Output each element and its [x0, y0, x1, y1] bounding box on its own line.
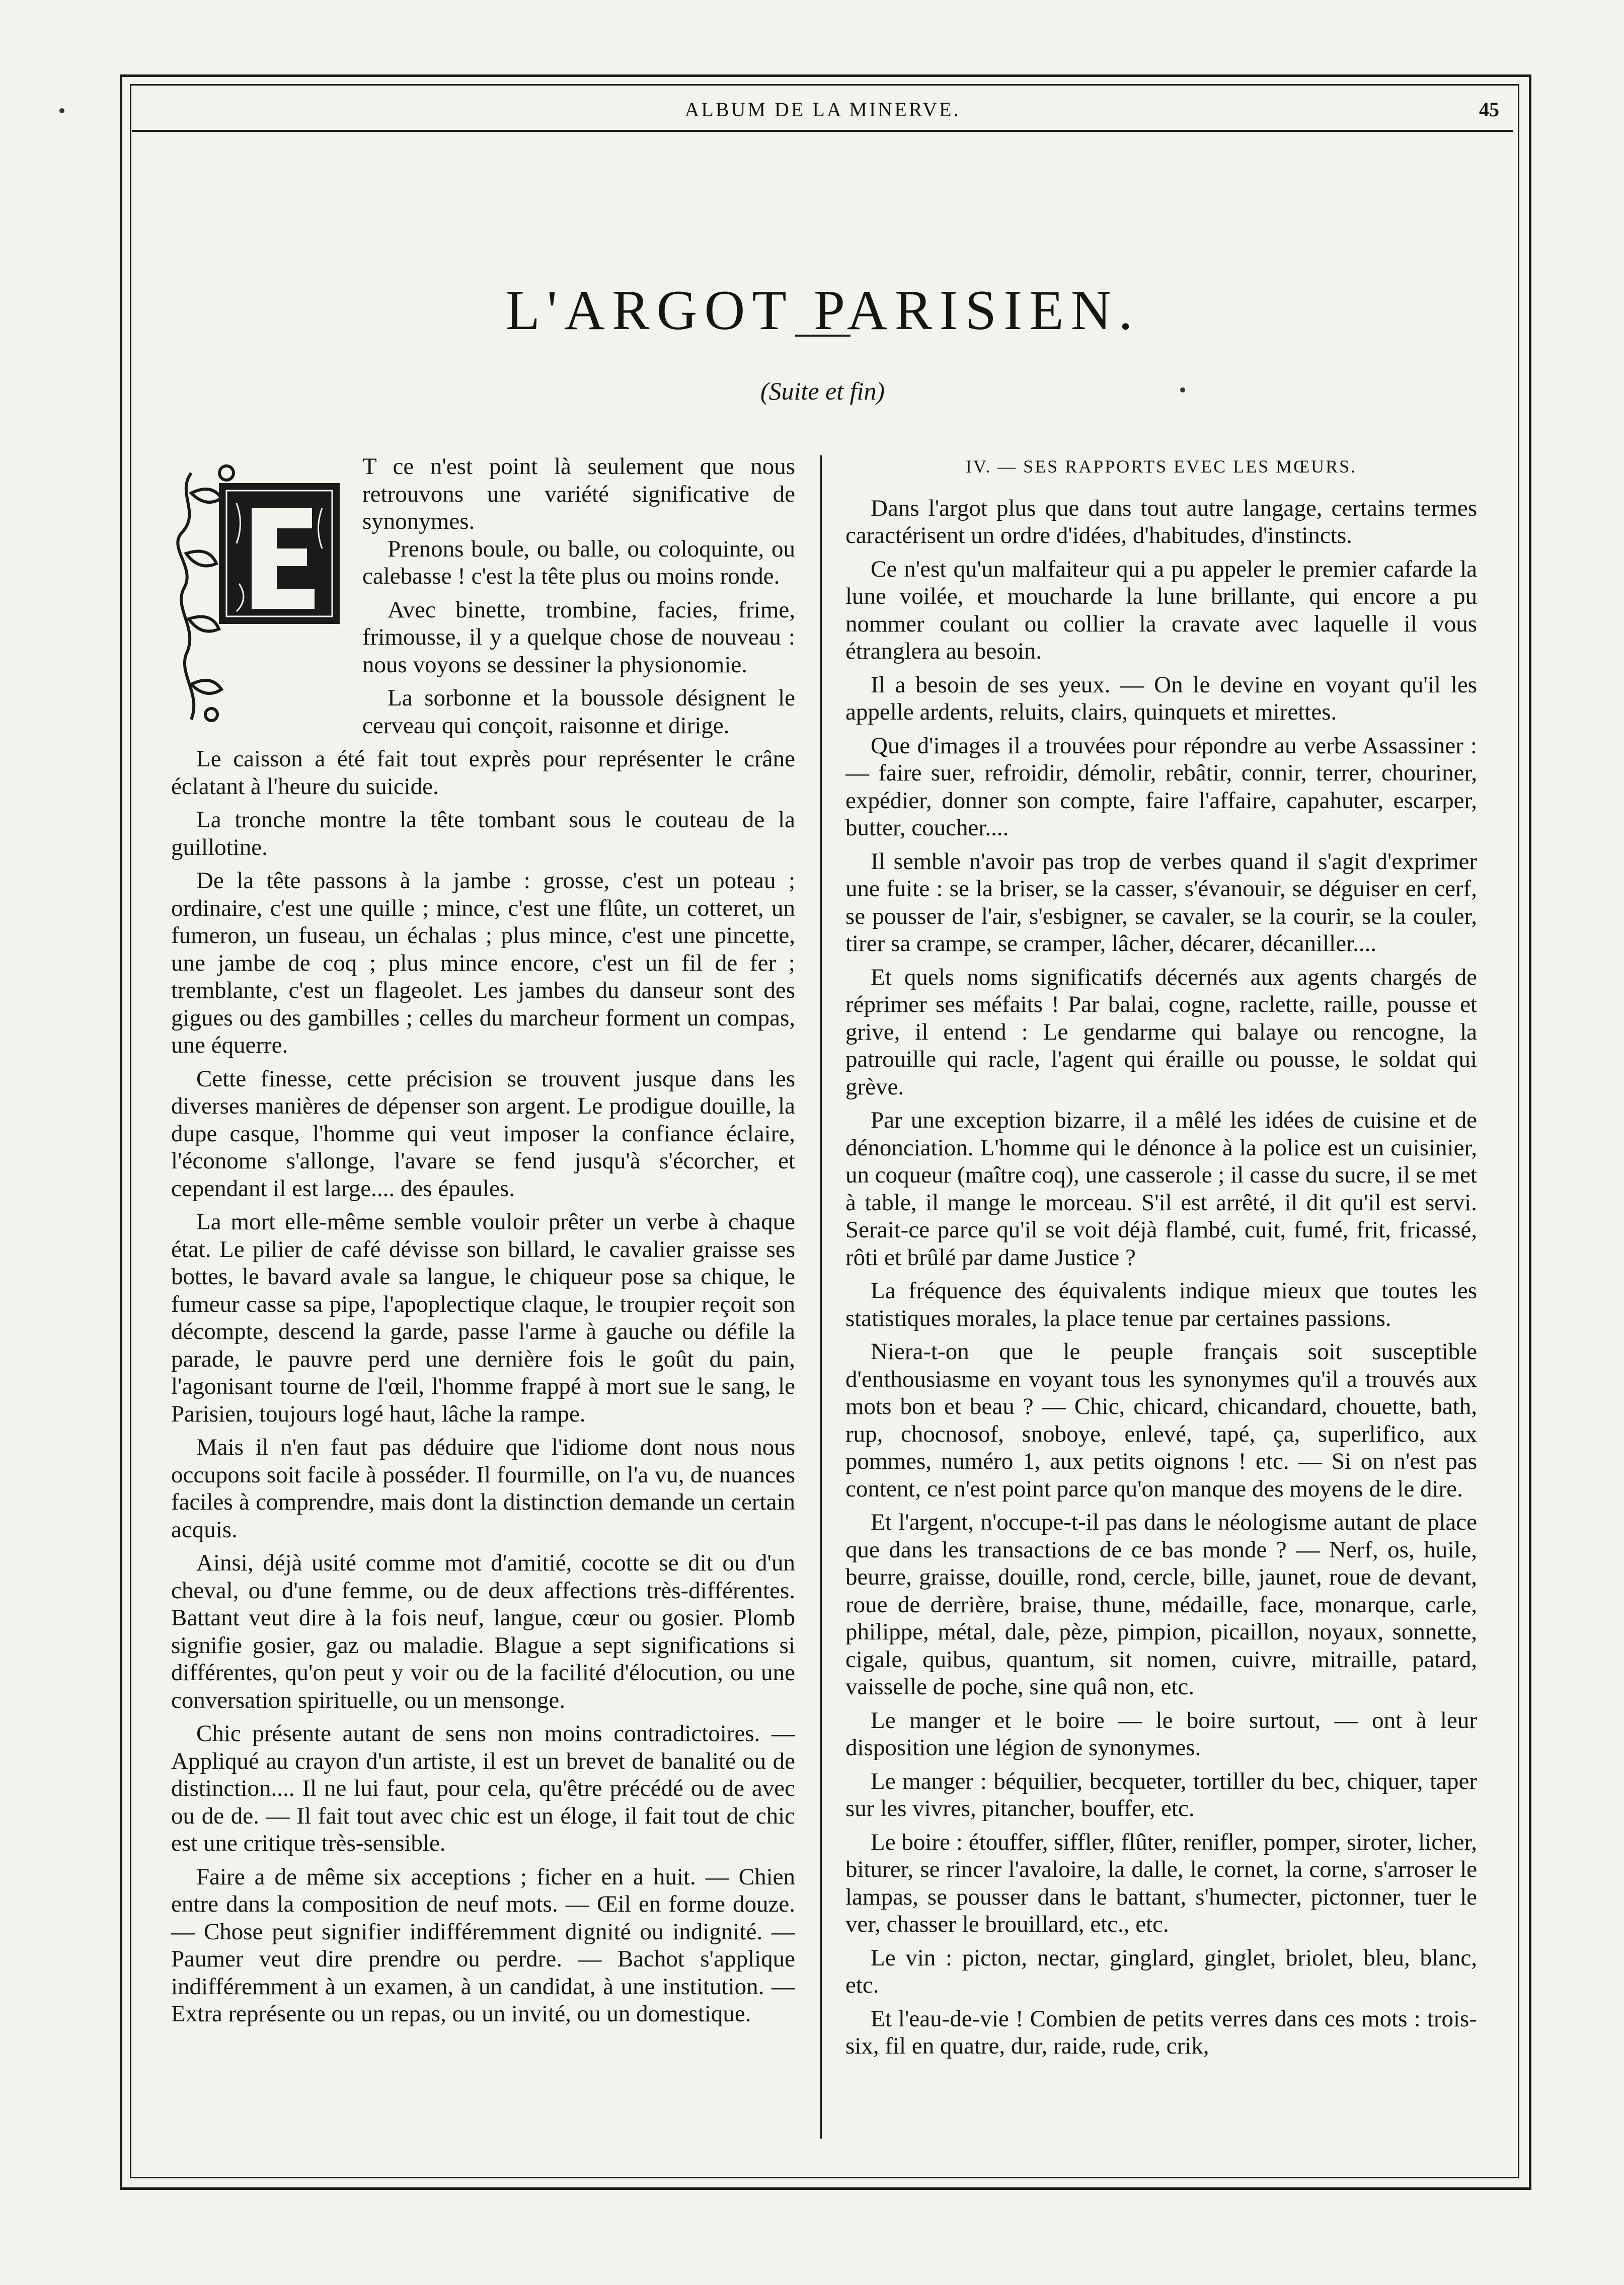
paragraph: Le caisson a été fait tout exprès pour représenter le crâne éclatant à l'heure du suicide. — [171, 746, 795, 800]
paragraph: La fréquence des équivalents indique mieux que toutes les statistiques morales, la place tenue par certaines passions. — [845, 1278, 1477, 1331]
paragraph: Que d'images il a trouvées pour répondre au verbe Assassiner : — faire suer, refroidir, démolir, rebâtir, connir, terrer, chouriner, expédier, donner son compte, faire l'affaire, capahuter, escarper, butter, coucher.... — [845, 732, 1477, 841]
paragraph: Par une exception bizarre, il a mêlé les idées de cuisine et de dénonciation. L'homme qui le dénonce à la police est un cuisinier, un coqueur (maître coq), une casserole ; il casse du sucre, il se met à table, il mange le morceau. S'il est arrêté, il dit qu'il est servi. Serait-ce parce qu'il se voit déjà flambé, cuit, fumé, frit, fricassé, rôti et brûlé par dame Justice ? — [845, 1107, 1477, 1271]
paragraph: Le vin : picton, nectar, ginglard, ginglet, briolet, bleu, blanc, etc. — [845, 1944, 1477, 1998]
paragraph: Le manger : béquilier, becqueter, tortiller du bec, chiquer, taper sur les vivres, pitancher, bouffer, etc. — [845, 1768, 1477, 1822]
print-speck — [1180, 387, 1185, 392]
article-subtitle: (Suite et fin) — [760, 377, 885, 405]
paragraph: Mais il n'en faut pas déduire que l'idiome dont nous nous occupons soit facile à posséder. Il fourmille, on l'a vu, de nuances faciles à comprendre, mais dont la distinction demande un certain acquis. — [171, 1434, 795, 1543]
paragraph: Avec binette, trombine, facies, frime, frimousse, il y a quelque chose de nouveau : nous voyons se dessiner la physionomie. — [362, 596, 795, 678]
ornamental-dropcap — [171, 453, 347, 735]
article-title: L'ARGOT PARISIEN. — [505, 279, 1140, 342]
page-number: 45 — [1479, 98, 1499, 121]
title-rule — [795, 335, 850, 337]
paragraph: La sorbonne et la boussole désignent le cerveau qui conçoit, raisonne et dirige. — [362, 685, 795, 739]
paragraph: Prenons boule, ou balle, ou coloquinte, ou calebasse ! c'est la tête plus ou moins ronde. — [362, 535, 795, 589]
page-header — [132, 87, 1513, 132]
running-title: ALBUM DE LA MINERVE. — [684, 98, 961, 121]
section-heading: IV. — SES RAPPORTS EVEC LES MŒURS. — [965, 456, 1357, 477]
paragraph: Ainsi, déjà usité comme mot d'amitié, cocotte se dit ou d'un cheval, ou d'une femme, ou de deux affections très-différentes. Battant veut dire à la fois neuf, langue, cœur ou gosier. Plomb signifie gosier, gaz ou maladie. Blague a sept significations si différentes, qu'on peut y voir ou de la facilité d'élocution, ou une conversation spirituelle, ou un mensonge. — [171, 1550, 795, 1713]
paragraph: T ce n'est point là seulement que nous retrouvons une variété significative de synonymes. — [362, 453, 795, 534]
paragraph: Chic présente autant de sens non moins contradictoires. — Appliqué au crayon d'un artiste, il est un brevet de banalité ou de distinction.... Il ne lui faut, pour cela, qu'être précédé ou de avec ou de de. — Il fait tout avec chic est un éloge, il fait tout de chic est une critique très-sensible. — [171, 1720, 795, 1856]
paragraph: La tronche montre la tête tombant sous le couteau de la guillotine. — [171, 807, 795, 860]
paragraph: Et l'eau-de-vie ! Combien de petits verres dans ces mots : trois-six, fil en quatre, dur, raide, rude, crik, — [845, 2005, 1477, 2059]
paragraph: Dans l'argot plus que dans tout autre langage, certains termes caractérisent un ordre d'idées, d'habitudes, d'instincts. — [845, 495, 1477, 548]
paragraph: La mort elle-même semble vouloir prêter un verbe à chaque état. Le pilier de café dévisse son billard, le cavalier graisse ses bottes, le bavard avale sa langue, le chiqueur pose sa chique, le fumeur casse sa pipe, l'apoplectique claque, le troupier reçoit son décompte, descend la garde, passe l'arme à gauche ou défile la parade, le pauvre perd une dernière fois le goût du pain, l'agonisant tourne de l'œil, l'homme frappé à mort sue le sang, le Parisien, toujours logé haut, lâche la rampe. — [171, 1209, 795, 1427]
paragraph: Il semble n'avoir pas trop de verbes quand il s'agit d'exprimer une fuite : se la briser, se la casser, s'évanouir, se déguiser en cerf, se pousser de l'air, s'esbigner, se cavaler, se la courir, se la couler, tirer sa crampe, se cramper, lâcher, décarer, décaniller.... — [845, 848, 1477, 957]
right-column — [845, 453, 1477, 2139]
paragraph: Niera-t-on que le peuple français soit susceptible d'enthousiasme en voyant tous les synonymes qu'il a trouvés aux mots bon et beau ? — Chic, chicard, chicandard, chouette, bath, rup, chocnosof, snoboye, enlevé, tapé, ça, superlifico, aux pommes, numéro 1, aux petits oignons ! etc. — Si on n'est pas content, ce n'est point parce qu'on manque des moyens de le dire. — [845, 1338, 1477, 1502]
paragraph: Le boire : étouffer, siffler, flûter, renifler, pomper, siroter, licher, biturer, se rincer l'avaloire, la dalle, le cornet, la corne, s'arroser le lampas, se pousser dans le battant, s'humecter, pictonner, tuer le ver, chasser le brouillard, etc., etc. — [845, 1829, 1477, 1937]
paragraph: Le manger et le boire — le boire surtout, — ont à leur disposition une légion de synonymes. — [845, 1707, 1477, 1761]
paragraph: Ce n'est qu'un malfaiteur qui a pu appeler le premier cafarde la lune voilée, et moucharde la lune brillante, qui encore a pu nommer coulant ou collier la cravate avec laquelle il vous étranglera au besoin. — [845, 556, 1477, 664]
paragraph: Cette finesse, cette précision se trouvent jusque dans les diverses manières de dépenser son argent. Le prodigue douille, la dupe casque, l'homme qui veut imposer la confiance éclaire, l'économe s'allonge, l'avare se fend jusqu'à s'écorcher, et cependant il est large.... des épaules. — [171, 1065, 795, 1202]
paragraph: Et l'argent, n'occupe-t-il pas dans le néologisme autant de place que dans les transactions de ce bas monde ? — Nerf, os, huile, beurre, graisse, douille, rond, cercle, bille, jaunet, roue de devant, roue de derrière, braise, thune, médaille, face, monarque, carle, philippe, métal, dale, pèze, pimpion, picaillon, noyaux, sonnette, cigale, quibus, quantum, sit nomen, cuivre, mitraille, patard, vaisselle de poche, sine quâ non, etc. — [845, 1509, 1477, 1700]
paragraph: Il a besoin de ses yeux. — On le devine en voyant qu'il les appelle ardents, reluits, clairs, quinquets et mirettes. — [845, 671, 1477, 725]
left-column — [171, 453, 795, 2139]
paragraph: De la tête passons à la jambe : grosse, c'est un poteau ; ordinaire, c'est une quille ; mince, c'est une flûte, un cotteret, un fumeron, un fuseau, un échalas ; plus mince, c'est une pincette, une jambe de coq ; plus mince encore, c'est un fil de fer ; tremblante, c'est un flageolet. Les jambes du danseur sont des gigues ou des gambilles ; celles du marcheur forment un compas, une équerre. — [171, 868, 795, 1058]
column-divider — [820, 455, 822, 2139]
paragraph: Et quels noms significatifs décernés aux agents chargés de réprimer ses méfaits ! Par balai, cogne, raclette, raille, pousse et grive, il entend : Le gendarme qui balaye ou rencogne, la patrouille qui racle, l'agent qui éraille ou pousse, le soldat qui grève. — [845, 964, 1477, 1100]
ornate-letter-e-icon — [171, 453, 347, 735]
print-speck — [59, 108, 64, 113]
paragraph: Faire a de même six acceptions ; ficher en a huit. — Chien entre dans la composition de neuf mots. — Œil en forme douze. — Chose peut signifier indifféremment dignité ou indignité. — Paumer veut dire prendre ou perdre. — Bachot s'applique indifféremment à un examen, à un candidat, à une institution. — Extra représente ou un repas, ou un invité, ou un domestique. — [171, 1863, 795, 2027]
